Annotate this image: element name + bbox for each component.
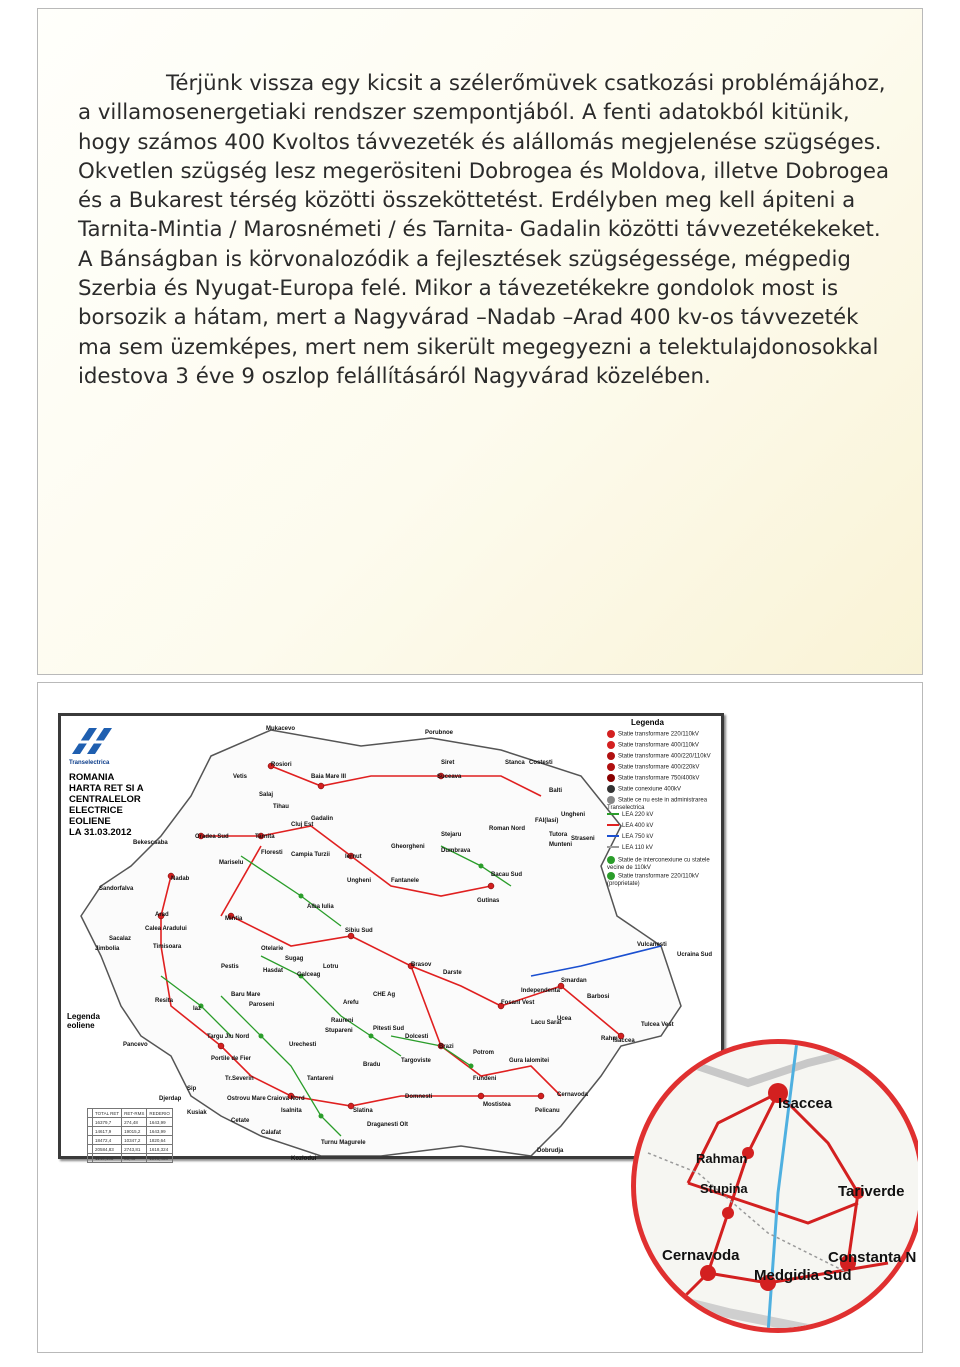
city-label: Lacu Sarat bbox=[531, 1020, 562, 1026]
table-cell: 1820,64 bbox=[147, 1136, 173, 1145]
table-cell: 19015,2 bbox=[122, 1127, 147, 1136]
table-header-row bbox=[88, 1109, 173, 1118]
legend-item-label: Statie conexiune 400kV bbox=[618, 786, 682, 793]
city-label: Djerdap bbox=[159, 1096, 182, 1102]
city-label: Nadab bbox=[171, 876, 190, 882]
city-label: Mariselu bbox=[219, 860, 244, 866]
zoom-city-label: Tariverde bbox=[838, 1183, 905, 1200]
city-label: Bacau Sud bbox=[491, 872, 523, 878]
legend-item bbox=[607, 856, 717, 872]
city-label: Campia Turzii bbox=[291, 852, 330, 858]
city-label: Baru Mare bbox=[231, 992, 261, 998]
city-label: Pancevo bbox=[123, 1042, 148, 1048]
country-outline bbox=[81, 730, 681, 1156]
city-label: Floresti bbox=[261, 850, 283, 856]
table-cell: REDERIO bbox=[147, 1109, 173, 1118]
city-label: Ungheni bbox=[347, 878, 371, 884]
table-cell: 1643,99 bbox=[147, 1127, 173, 1136]
city-label: Fantanele bbox=[391, 878, 420, 884]
city-label: Calea Aradului bbox=[145, 926, 187, 932]
table-cell: RET-RMS bbox=[122, 1109, 147, 1118]
city-label: Draganesti Olt bbox=[367, 1122, 409, 1128]
legend-item-label: LEA 220 kV bbox=[622, 812, 654, 818]
map-title-line-4: ELECTRICE bbox=[69, 805, 123, 816]
city-label: Tutora bbox=[549, 832, 568, 838]
table-row bbox=[88, 1145, 173, 1154]
city-label: Raureni bbox=[331, 1018, 354, 1024]
city-label: Stupareni bbox=[325, 1028, 353, 1034]
city-label: Cernavoda bbox=[557, 1092, 589, 1098]
city-label: Pitesti Sud bbox=[373, 1026, 405, 1032]
city-label: Tarnita bbox=[255, 834, 275, 840]
city-label: Turnu Magurele bbox=[321, 1140, 366, 1146]
city-label: Salaj bbox=[259, 792, 274, 798]
map-title-line-6: LA 31.03.2012 bbox=[69, 827, 132, 838]
city-label: Tulcea Vest bbox=[641, 1022, 674, 1028]
city-label: Gheorgheni bbox=[391, 844, 425, 850]
city-label: Dolcesti bbox=[405, 1034, 429, 1040]
legend-item bbox=[607, 812, 717, 819]
city-label: Vulcanesti bbox=[637, 942, 667, 948]
city-label: Bradu bbox=[363, 1062, 381, 1068]
city-label: Targoviste bbox=[401, 1058, 431, 1064]
city-label: Tr.Severin bbox=[225, 1076, 254, 1082]
body-paragraph: Térjünk vissza egy kicsit a szélerőmüvek csatkozási problémájához, a villamosenergetiaki rendszer szempontjából. A fenti adatokból kitünik, hogy számos 400 Kvoltos távvezeték és alállomás megjelenése szügséges. Okvetlen szügség lesz megerösiteni Dobrogea és Moldova, illetve Dobrogea és a Bukarest térség közötti összeköttetést. Erdélyben meg kell ápiteni a Tarnita-Mintia / Marosnémeti / és Tarnita- Gadalin közötti távvezetékekeket. A Bánságban is körvonalozódik a fejlesztések szügségessége, mégpedig Szerbia és Nyugat-Europa felé. Mikor a távezetékekre gondolok most is borsozik a hátam, mert a Nagyvárad –Nadab –Arad 400 kv-os távvezeték ma sem üzemképes, mert nem sikerült megegyezni a telektulajdonosokkal idestova 3 éve 9 oszlop felállításáról Nagyvárad közelében. bbox=[78, 71, 890, 389]
wind-legend bbox=[67, 1012, 100, 1030]
city-label: Mintia bbox=[225, 916, 243, 922]
city-label: Ostrovu Mare bbox=[227, 1096, 266, 1102]
legend-item-label: Statie transformare 400/110kV bbox=[618, 742, 699, 749]
city-label: Gadalin bbox=[311, 816, 334, 822]
station-dot-icon bbox=[607, 763, 615, 771]
city-label: Siret bbox=[441, 760, 455, 766]
legend-item bbox=[607, 730, 717, 739]
map-title-line-5: EOLIENE bbox=[69, 816, 111, 827]
city-label: Gura Ialomitei bbox=[509, 1058, 550, 1064]
city-label: Mukacevo bbox=[266, 726, 296, 732]
city-label: Brazi bbox=[439, 1044, 454, 1050]
city-label: Paroseni bbox=[249, 1002, 275, 1008]
zoom-city-label: Constanta N bbox=[828, 1249, 917, 1266]
table-cell: 1643,99 bbox=[147, 1118, 173, 1127]
city-label: Sandorfalva bbox=[99, 886, 134, 892]
city-label: Sibiu Sud bbox=[345, 928, 373, 934]
city-label: Fosani Vest bbox=[501, 1000, 535, 1006]
table-cell: 1618,324 bbox=[147, 1145, 173, 1154]
zoom-city-label: Rahman bbox=[696, 1151, 748, 1166]
city-label: Oradea Sud bbox=[195, 834, 229, 840]
table-row bbox=[88, 1118, 173, 1127]
legend-item-label: Statie transformare 400/220kV bbox=[618, 764, 700, 771]
legend-item bbox=[607, 741, 717, 750]
city-label: Rosiori bbox=[271, 762, 292, 768]
city-label: Bekescsaba bbox=[133, 840, 168, 846]
legend-title: Legenda bbox=[631, 718, 664, 727]
city-label: Lotru bbox=[323, 964, 339, 970]
line-swatch-icon bbox=[607, 824, 619, 826]
table-cell: 10347,2 bbox=[122, 1136, 147, 1145]
table-cell: 274,48 bbox=[122, 1118, 147, 1127]
city-label: Isalnita bbox=[281, 1108, 302, 1114]
city-label: Straseni bbox=[571, 836, 595, 842]
station-dot-icon bbox=[607, 796, 615, 804]
brand-name: Transelectrica bbox=[69, 760, 110, 766]
station-dot-icon bbox=[607, 872, 615, 880]
city-label: Portile de Fier bbox=[211, 1056, 252, 1062]
city-label: Porubnoe bbox=[425, 730, 453, 736]
legend-item-label: Statie transformare 220/110kV bbox=[618, 731, 699, 738]
slide-text bbox=[37, 8, 923, 675]
legend-item bbox=[607, 872, 717, 888]
legend-item-label: Statie transformare 220/110kV (proprietate) bbox=[607, 873, 699, 887]
city-label: Vetis bbox=[233, 774, 248, 780]
city-label: Iernut bbox=[345, 854, 362, 860]
city-label: Munteni bbox=[549, 842, 572, 848]
wind-legend-line-1: Legenda bbox=[67, 1012, 100, 1021]
table-row bbox=[88, 1127, 173, 1136]
zoom-city-label: Medgidia Sud bbox=[754, 1267, 852, 1284]
station-dot-icon bbox=[607, 856, 615, 864]
city-label: Resita bbox=[155, 998, 174, 1004]
city-label: Tantareni bbox=[307, 1076, 334, 1082]
city-label: Smardan bbox=[561, 978, 587, 984]
station-dot-icon bbox=[607, 741, 615, 749]
table-cell: 14617,9 bbox=[93, 1127, 122, 1136]
city-label: Costesti bbox=[529, 760, 553, 766]
stats-table bbox=[87, 1108, 173, 1163]
zoom-city-label: Cernavoda bbox=[662, 1247, 740, 1264]
city-label: Darste bbox=[443, 970, 462, 976]
city-label: Stanca bbox=[505, 760, 525, 766]
legend-item-label: Statie transformare 400/220/110kV bbox=[618, 753, 711, 760]
city-label: Slatina bbox=[353, 1108, 373, 1114]
city-label: Craiova Nord bbox=[267, 1096, 305, 1102]
city-label: Tihau bbox=[273, 804, 289, 810]
legend-item bbox=[607, 763, 717, 772]
legend-item-label: Statie transformare 750/400kV bbox=[618, 775, 700, 782]
legend-item bbox=[607, 774, 717, 783]
city-label: Sip bbox=[187, 1086, 197, 1092]
city-label: Stejaru bbox=[441, 832, 462, 838]
legend-item-label: LEA 110 kV bbox=[622, 845, 653, 851]
city-label: Arefu bbox=[343, 1000, 359, 1006]
city-label: Independenta bbox=[521, 988, 561, 994]
legend-item bbox=[607, 752, 717, 761]
station-dot-icon bbox=[607, 785, 615, 793]
table-cell: 16379,7 bbox=[93, 1118, 122, 1127]
city-label: Barbosi bbox=[587, 994, 610, 1000]
legend-item bbox=[607, 823, 717, 830]
city-label: Kusiak bbox=[187, 1110, 207, 1116]
city-label: Kozlodui bbox=[291, 1156, 317, 1162]
legend-item bbox=[607, 845, 717, 852]
city-label: Targu Jiu Nord bbox=[207, 1034, 250, 1040]
table-cell: 18472,4 bbox=[93, 1136, 122, 1145]
city-label: Sugag bbox=[285, 956, 304, 962]
city-label: Hasdat bbox=[263, 968, 284, 974]
city-label: CHE Ag bbox=[373, 992, 396, 998]
city-label: Sacalaz bbox=[109, 936, 132, 942]
city-label: Pestis bbox=[221, 964, 239, 970]
grid-map bbox=[58, 713, 724, 1162]
city-label: Baia Mare III bbox=[311, 774, 347, 780]
zoom-city-label: Isaccea bbox=[778, 1095, 833, 1112]
slide-map bbox=[37, 682, 923, 1353]
map-title-line-1: ROMANIA bbox=[69, 772, 115, 783]
legend-item-label: LEA 400 kV bbox=[622, 823, 654, 829]
city-label: Fundeni bbox=[473, 1076, 497, 1082]
city-label: Ungheni bbox=[561, 812, 585, 818]
city-label: Roman Nord bbox=[489, 826, 525, 832]
legend-item-label: Statie ce nu este in administrarea Transelectrica bbox=[607, 797, 708, 811]
city-label: Mostistea bbox=[483, 1102, 511, 1108]
city-label: Dumbrava bbox=[441, 848, 471, 854]
station-dot-icon bbox=[607, 774, 615, 782]
table-cell: 2743,81 bbox=[122, 1145, 147, 1154]
city-label: Potrom bbox=[473, 1050, 494, 1056]
table-row bbox=[88, 1136, 173, 1145]
table-row bbox=[88, 1154, 173, 1163]
city-label: Jimbolia bbox=[95, 946, 120, 952]
city-label: Balti bbox=[549, 788, 563, 794]
city-label: Ucraina Sud bbox=[677, 952, 713, 958]
city-label: Pelicanu bbox=[535, 1108, 560, 1114]
city-label: Ucea bbox=[557, 1016, 572, 1022]
line-swatch-icon bbox=[607, 846, 619, 848]
map-title-line-2: HARTA RET SI A bbox=[69, 783, 144, 794]
city-label: Galceag bbox=[297, 972, 321, 978]
transelectrica-logo-icon bbox=[67, 724, 117, 764]
table-cell: 1146,408 bbox=[93, 1154, 122, 1163]
map-title-line-3: CENTRALELOR bbox=[69, 794, 141, 805]
legend-item-label: Statie de interconexiune cu statele vecine de 110kV bbox=[607, 857, 710, 871]
city-label: Cluj Est bbox=[291, 822, 314, 828]
legend-item bbox=[607, 834, 717, 841]
city-label: FAI(Iasi) bbox=[535, 818, 559, 824]
city-label: Brasov bbox=[411, 962, 432, 968]
table-cell: 20584,83 bbox=[93, 1145, 122, 1154]
city-label: Domnesti bbox=[405, 1094, 433, 1100]
legend-item bbox=[607, 785, 717, 794]
city-label: Timisoara bbox=[153, 944, 182, 950]
city-label: Cetate bbox=[231, 1118, 250, 1124]
table-cell: 1146,408 bbox=[147, 1154, 173, 1163]
city-label: Alba Iulia bbox=[307, 904, 334, 910]
wind-legend-line-2: eoliene bbox=[67, 1021, 95, 1030]
zoom-inset bbox=[628, 1033, 918, 1339]
city-label: Urechesti bbox=[289, 1042, 317, 1048]
legend-item-label: LEA 750 kV bbox=[622, 834, 654, 840]
city-label: Dobrudja bbox=[537, 1148, 564, 1154]
table-cell: 80,49 bbox=[122, 1154, 147, 1163]
zoom-city-label: Stupina bbox=[700, 1181, 748, 1196]
city-label: Otelarie bbox=[261, 946, 284, 952]
line-swatch-icon bbox=[607, 835, 619, 837]
city-label: Iaz bbox=[193, 1006, 202, 1012]
table-cell: TOTAL RET bbox=[93, 1109, 122, 1118]
city-label: Suceava bbox=[437, 774, 462, 780]
station-dot-icon bbox=[607, 730, 615, 738]
station-dot-icon bbox=[607, 752, 615, 760]
line-swatch-icon bbox=[607, 813, 619, 815]
city-label: Isaccea bbox=[613, 1038, 635, 1044]
city-label: Gutinas bbox=[477, 898, 500, 904]
legend-item bbox=[607, 796, 717, 812]
city-label: Arad bbox=[155, 912, 169, 918]
city-label: Calafat bbox=[261, 1130, 282, 1136]
city-label: Rahm bbox=[601, 1036, 618, 1042]
